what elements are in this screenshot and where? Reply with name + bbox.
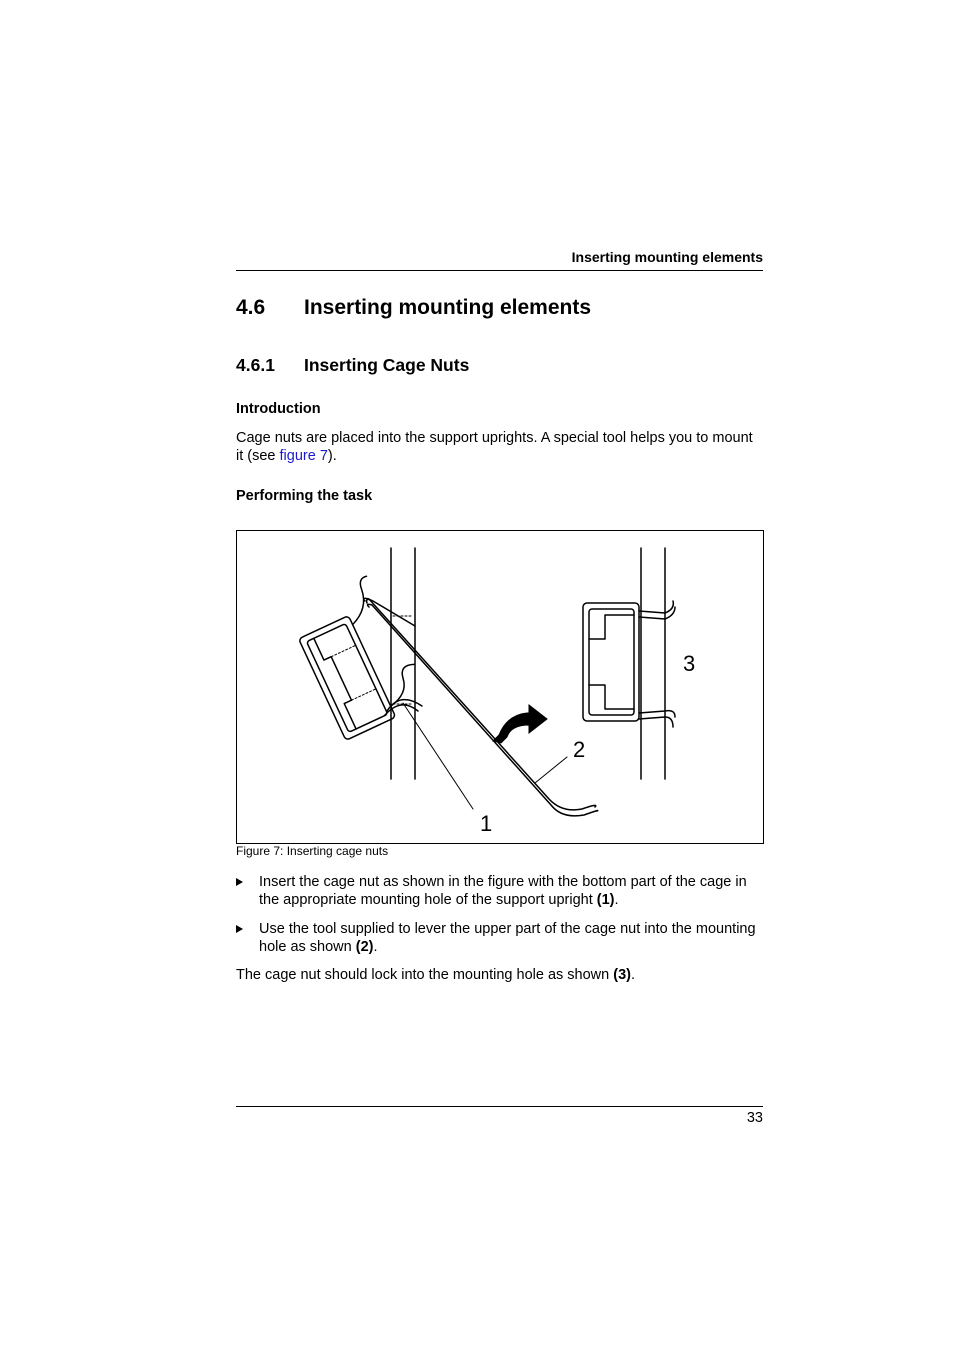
cage-nut-illustration [237, 531, 763, 843]
seated-cage-nut [583, 601, 675, 727]
section-title: Inserting mounting elements [304, 296, 592, 319]
step-2-text: Use the tool supplied to lever the upper part of the cage nut into the mounting hole as shown [259, 921, 756, 955]
step-2 [236, 920, 763, 956]
left-support-upright [391, 548, 415, 779]
figure-label-3: 3 [683, 651, 696, 676]
figure-caption: Figure 7: Inserting cage nuts [236, 844, 389, 858]
result-paragraph [236, 966, 763, 984]
step-1-ref: (1) [596, 892, 615, 908]
page-number: 33 [746, 1110, 763, 1126]
result-end: . [630, 967, 636, 983]
figure-7 [236, 530, 764, 844]
task-heading: Performing the task [236, 488, 373, 504]
bullet-arrow-icon [236, 925, 243, 933]
step-1 [236, 873, 763, 909]
intro-text: Cage nuts are placed into the support uprights. A special tool helps you to mount it (see [236, 430, 753, 464]
running-header: Inserting mounting elements [571, 249, 763, 265]
figure-7-link[interactable]: figure 7 [279, 448, 328, 464]
section-heading [236, 296, 591, 320]
footer-rule [236, 1106, 763, 1107]
subsection-heading [236, 355, 469, 376]
section-number: 4.6 [236, 296, 266, 319]
introduction-paragraph [236, 429, 763, 465]
result-ref: (3) [613, 967, 631, 983]
figure-label-2: 2 [573, 737, 586, 762]
subsection-number: 4.6.1 [236, 355, 275, 375]
tilted-cage-nut [287, 573, 431, 740]
subsection-title: Inserting Cage Nuts [304, 355, 470, 375]
header-rule [236, 270, 763, 271]
bullet-arrow-icon [236, 878, 243, 886]
figure-label-1: 1 [480, 811, 493, 836]
result-text: The cage nut should lock into the mounting hole as shown [236, 967, 614, 983]
step-2-end: . [373, 939, 378, 955]
intro-text-end: ). [327, 448, 337, 464]
lever-tool [364, 598, 598, 816]
step-1-text: Insert the cage nut as shown in the figure with the bottom part of the cage in the appropriate mounting hole of the support upright [259, 874, 747, 908]
leader-line-1 [403, 703, 473, 809]
step-2-ref: (2) [355, 939, 374, 955]
introduction-heading: Introduction [236, 401, 321, 417]
leader-line-2 [535, 757, 567, 783]
action-arrow-icon [493, 705, 547, 743]
right-support-upright [641, 548, 665, 779]
step-1-end: . [614, 892, 619, 908]
